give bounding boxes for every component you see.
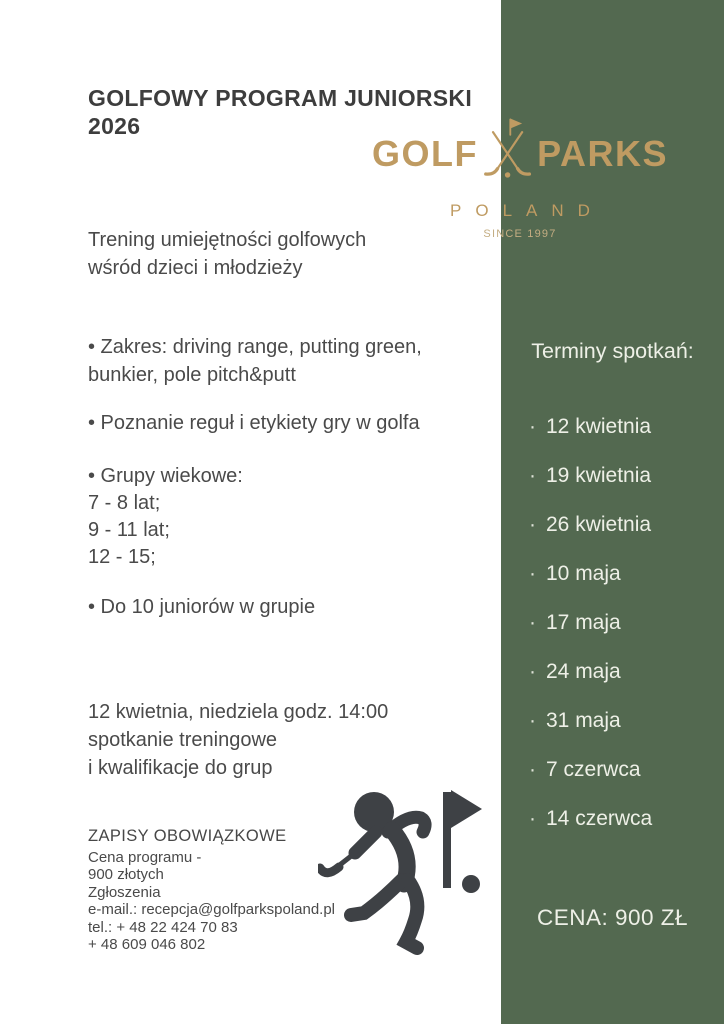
signup-line-phone: tel.: + 48 22 424 70 83	[88, 918, 238, 936]
schedule-heading: Terminy spotkań:	[531, 339, 694, 363]
meeting-line2: spotkanie treningowe	[88, 729, 278, 751]
signup-line: Cena programu -	[88, 848, 202, 866]
schedule-date	[529, 609, 652, 658]
schedule-date	[529, 756, 652, 805]
date-bullet: ·	[529, 660, 536, 683]
bullet-poznanie	[88, 409, 420, 437]
zakres-line1: • Zakres: driving range, putting green,	[88, 336, 422, 358]
date-label: 7 czerwca	[546, 758, 641, 781]
logo-word-poland: POLAND	[450, 201, 604, 220]
logo-word-golf: GOLF	[372, 133, 478, 174]
signup-lines	[88, 849, 335, 954]
golfer-pictogram-icon	[318, 768, 488, 958]
intro-line2: wśród dzieci i młodzieży	[88, 257, 303, 279]
schedule-date	[529, 707, 652, 756]
date-bullet: ·	[529, 758, 536, 781]
signup-line: Zgłoszenia	[88, 883, 161, 901]
schedule-date	[529, 560, 652, 609]
bullet-zakres	[88, 333, 422, 389]
date-bullet: ·	[529, 464, 536, 487]
signup-line-email: e-mail.: recepcja@golfparkspoland.pl	[88, 901, 336, 918]
date-label: 14 czerwca	[546, 807, 653, 830]
signup-contact-block	[88, 828, 335, 954]
date-label: 10 maja	[546, 562, 621, 585]
schedule-date	[529, 658, 652, 707]
logo-since-tagline: SINCE 1997	[483, 228, 557, 240]
bullet-grupy-wiekowe	[88, 463, 243, 571]
signup-heading: ZAPISY OBOWIĄZKOWE	[88, 827, 287, 845]
bullet-juniors	[88, 593, 315, 621]
date-label: 17 maja	[546, 611, 621, 634]
date-label: 26 kwietnia	[546, 513, 652, 536]
poznanie-line: • Poznanie reguł i etykiety gry w golfa	[88, 412, 420, 434]
schedule-dates-list	[529, 413, 652, 854]
price-label: CENA: 900 ZŁ	[536, 905, 689, 930]
date-bullet: ·	[529, 807, 536, 830]
date-bullet: ·	[529, 415, 536, 438]
schedule-date	[529, 462, 652, 511]
date-bullet: ·	[529, 513, 536, 536]
schedule-date	[529, 511, 652, 560]
grupy-heading: • Grupy wiekowe:	[88, 465, 243, 487]
golf-parks-logo	[372, 112, 668, 240]
logo-word-parks: PARKS	[537, 133, 668, 174]
grupy-item: 9 - 11 lat;	[88, 519, 170, 541]
date-label: 19 kwietnia	[546, 464, 652, 487]
grupy-item: 7 - 8 lat;	[88, 492, 161, 514]
crossed-golf-clubs-icon	[483, 112, 532, 196]
intro-text	[88, 226, 366, 282]
page-title-line1: GOLFOWY PROGRAM JUNIORSKI	[88, 85, 473, 111]
grupy-item: 12 - 15;	[88, 546, 156, 568]
zakres-line2: bunkier, pole pitch&putt	[88, 364, 296, 386]
signup-line: 900 złotych	[88, 866, 164, 883]
schedule-date	[529, 413, 652, 462]
intro-line1: Trening umiejętności golfowych	[88, 229, 367, 251]
date-label: 12 kwietnia	[546, 415, 652, 438]
date-label: 31 maja	[546, 709, 621, 732]
logo-wordmark	[372, 112, 668, 196]
page-title-line2: 2026	[88, 113, 141, 139]
date-bullet: ·	[529, 611, 536, 634]
date-label: 24 maja	[546, 660, 621, 683]
meeting-line1: 12 kwietnia, niedziela godz. 14:00	[88, 701, 389, 723]
signup-line-phone2: + 48 609 046 802	[88, 936, 206, 953]
schedule-date	[529, 805, 652, 854]
date-bullet: ·	[529, 709, 536, 732]
juniors-line: • Do 10 juniorów w grupie	[88, 596, 316, 618]
meeting-line3: i kwalifikacje do grup	[88, 757, 273, 779]
date-bullet: ·	[529, 562, 536, 585]
grupy-list	[88, 490, 243, 571]
